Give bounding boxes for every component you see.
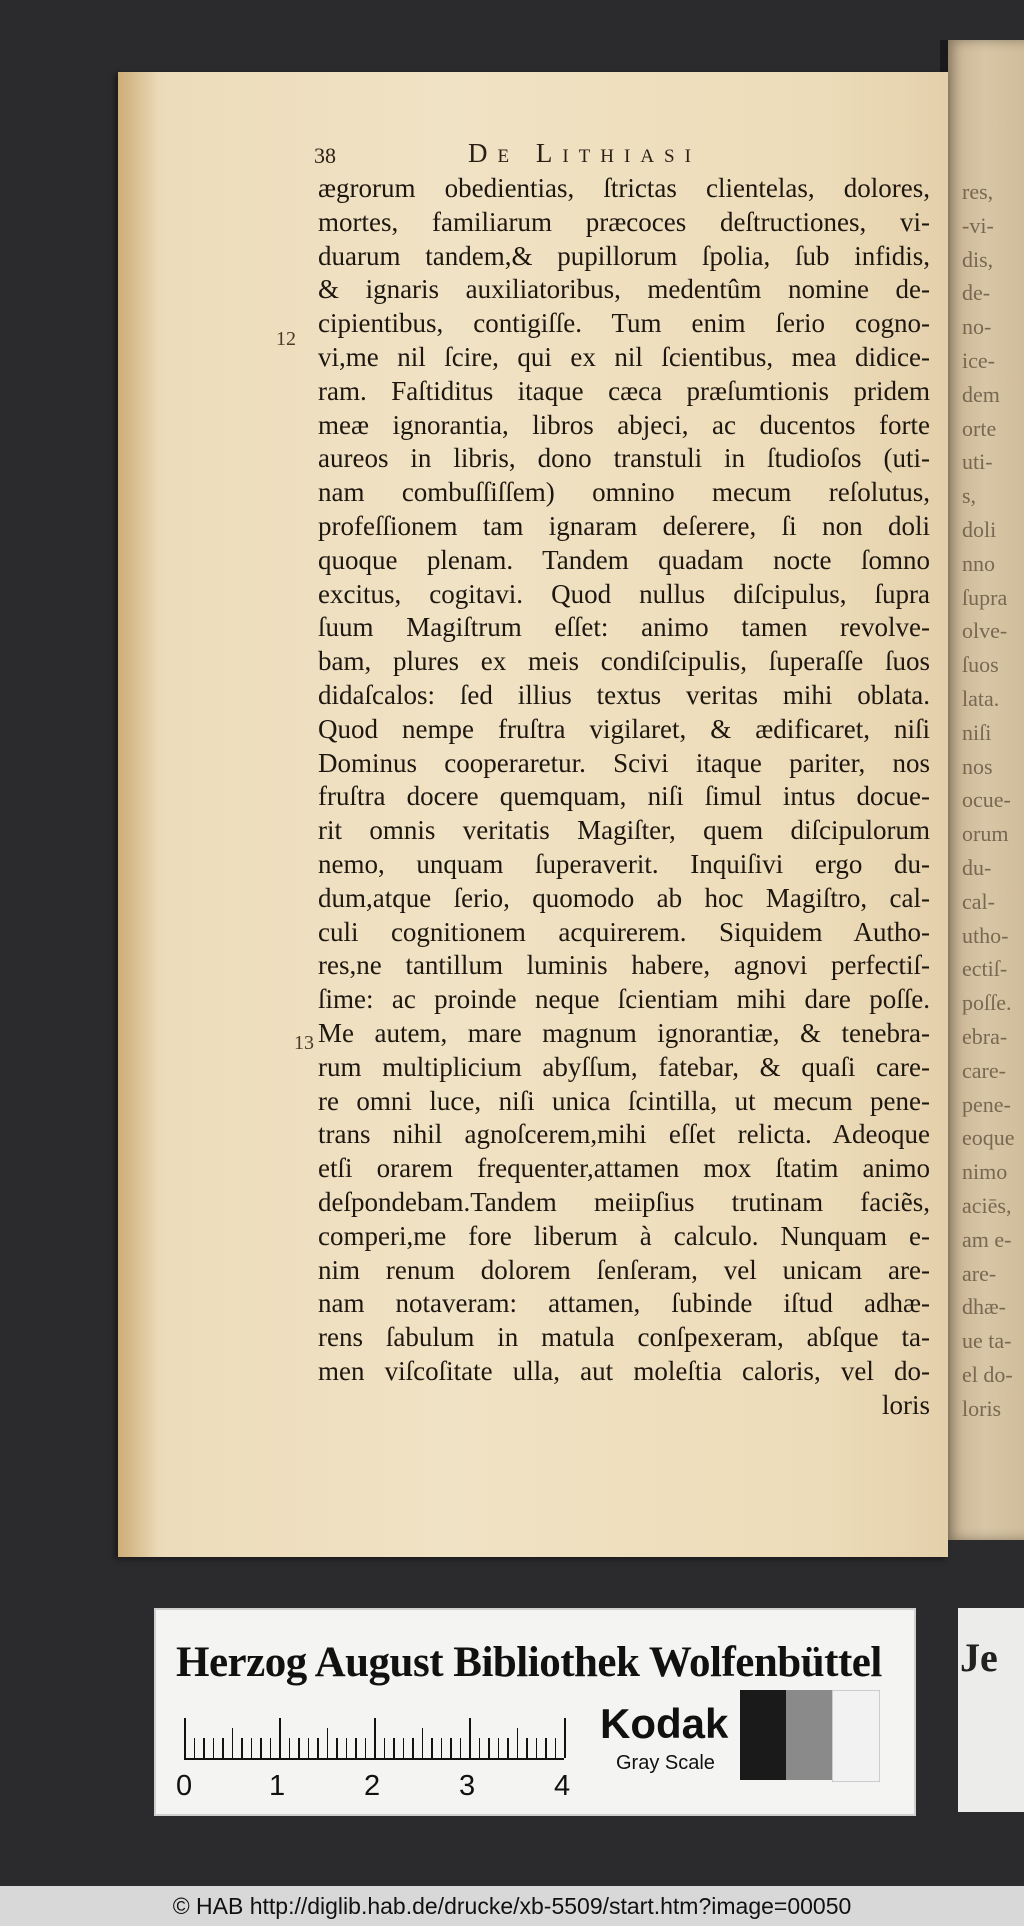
text-line: nam notaveram: attamen, ſubinde iſtud adhæ- [318, 1288, 930, 1319]
ruler-tick [289, 1738, 291, 1758]
facing-fragment: dis, [962, 246, 994, 272]
facing-fragment: olve- [962, 618, 1008, 644]
text-line: Me autem, mare magnum ignorantiæ, & tenebra- [318, 1017, 930, 1048]
ruler-tick [450, 1738, 452, 1758]
text-line: etſi orarem frequenter,attamen mox ſtatim animo [318, 1153, 930, 1184]
facing-fragment: de- [962, 280, 991, 306]
text-line: duarum tandem,& pupillorum ſpolia, ſub infidis, [318, 240, 930, 271]
ruler-number: 1 [269, 1770, 286, 1802]
facing-fragment: dhæ- [962, 1294, 1006, 1320]
facing-fragment: pene- [962, 1091, 1011, 1117]
ruler-tick [374, 1718, 376, 1758]
text-line: men viſcoſitate ulla, aut moleſtia caloris, vel do- [318, 1355, 930, 1386]
adjacent-card-text: Je [960, 1635, 998, 1680]
facing-fragment: ice- [962, 347, 995, 373]
ruler-tick [403, 1738, 405, 1758]
ruler-tick [545, 1738, 547, 1758]
facing-fragment: doli [962, 516, 997, 542]
facing-fragment: niſi [962, 719, 992, 745]
ruler-tick [336, 1738, 338, 1758]
ruler-tick [536, 1738, 538, 1758]
ruler-tick [479, 1738, 481, 1758]
facing-fragment: are- [962, 1260, 997, 1286]
text-line: mortes, familiarum præcoces deſtructiones, vi- [318, 206, 930, 237]
facing-fragment: ſupra [962, 584, 1008, 610]
facing-fragment: dem [962, 381, 1000, 407]
text-line: vi,me nil ſcire, qui ex nil ſcientibus, mea didice- [318, 341, 930, 372]
adjacent-card [958, 1608, 1024, 1812]
body-text [318, 172, 930, 1422]
text-line: quoque plenam. Tandem quadam nocte ſomno [318, 544, 930, 575]
text-line: aureos in libris, dono transtuli in ſtudioſos (uti- [318, 443, 930, 474]
text-line: nam combuſſiſſem) omnino mecum reſolutus, [318, 477, 930, 508]
ruler-number: 2 [364, 1770, 381, 1802]
facing-fragment: ue ta- [962, 1328, 1012, 1354]
ruler-tick [260, 1738, 262, 1758]
facing-fragment: utho- [962, 922, 1009, 948]
ruler-tick [213, 1738, 215, 1758]
footer-bar [0, 1886, 1024, 1926]
facing-fragment: aciēs, [962, 1192, 1012, 1218]
text-line: didaſcalos: ſed illius textus veritas mihi oblata. [318, 679, 930, 710]
ruler-tick [365, 1738, 367, 1758]
facing-fragment: nno [962, 550, 995, 576]
ruler-tick [422, 1728, 424, 1758]
swatch-black [740, 1690, 786, 1780]
text-line: re omni luce, niſi unica ſcintilla, ut mecum pene- [318, 1085, 930, 1116]
text-line: deſpondebam.Tandem meiipſius trutinam faciẽs, [318, 1186, 930, 1217]
color-calibration-card [154, 1608, 916, 1816]
ruler-tick [526, 1738, 528, 1758]
ruler-tick [469, 1718, 471, 1758]
ruler-tick [498, 1738, 500, 1758]
facing-page-text [962, 175, 1024, 1425]
facing-fragment: nos [962, 753, 993, 779]
margin-note: 13 [294, 1032, 314, 1054]
text-line: culi cognitionem acquirerem. Siquidem Autho- [318, 916, 930, 947]
ruler-tick [251, 1738, 253, 1758]
ruler-tick [327, 1728, 329, 1758]
catchword: loris [881, 1389, 930, 1420]
ruler-tick [441, 1738, 443, 1758]
ruler-tick [298, 1738, 300, 1758]
ruler-tick [194, 1738, 196, 1758]
text-line: excitus, cogitavi. Quod nullus diſcipulus, ſupra [318, 578, 930, 609]
ruler-tick [517, 1728, 519, 1758]
margin-note: 12 [276, 328, 296, 350]
text-line: cipientibus, contigiſſe. Tum enim ſerio cogno- [318, 308, 930, 339]
ruler-tick [270, 1738, 272, 1758]
ruler-tick [241, 1738, 243, 1758]
ruler-tick [355, 1738, 357, 1758]
ruler-tick [555, 1738, 557, 1758]
ruler-tick [184, 1718, 186, 1758]
text-line: & ignaris auxiliatoribus, medentûm nomine de- [318, 274, 930, 305]
ruler-number: 3 [459, 1770, 476, 1802]
text-line: nim renum dolorem ſenſeram, vel unicam are- [318, 1254, 930, 1285]
text-line: meæ ignorantia, libros abjeci, ac ducentos forte [318, 409, 930, 440]
page-number: 38 [314, 143, 336, 168]
text-line: bam, plures ex meis condiſcipulis, ſuperaſſe ſuos [318, 646, 930, 677]
ruler-tick [412, 1738, 414, 1758]
ruler-tick [488, 1738, 490, 1758]
ruler-tick [308, 1738, 310, 1758]
ruler-tick [203, 1738, 205, 1758]
kodak-logo: Kodak [600, 1700, 729, 1747]
text-line: nemo, unquam ſuperaverit. Inquiſivi ergo du- [318, 848, 930, 879]
facing-fragment: loris [962, 1395, 1002, 1421]
facing-fragment: ectiſ- [962, 956, 1008, 982]
ruler-tick [346, 1738, 348, 1758]
ruler-tick [431, 1738, 433, 1758]
swatch-white [832, 1690, 880, 1782]
facing-fragment: cal- [962, 888, 995, 914]
copyright-link[interactable]: © HAB http://diglib.hab.de/drucke/xb-5509/start.htm?image=00050 [172, 1893, 852, 1919]
facing-fragment: el do- [962, 1361, 1013, 1387]
facing-fragment: orum [962, 821, 1009, 847]
facing-fragment: am e- [962, 1226, 1012, 1252]
facing-fragment: du- [962, 854, 992, 880]
text-line: ram. Faſtiditus itaque cæca præſumtionis pridem [318, 375, 930, 406]
text-line: rit omnis veritatis Magiſter, quem diſcipulorum [318, 815, 930, 846]
text-line: ægrorum obedientias, ſtrictas clientelas, dolores, [318, 173, 930, 203]
facing-fragment: orte [962, 415, 997, 441]
ruler-tick [384, 1738, 386, 1758]
facing-fragment: nimo [962, 1159, 1008, 1185]
facing-fragment: res, [962, 179, 994, 204]
text-line: rum multiplicium abyſſum, fatebar, & quaſi care- [318, 1051, 930, 1082]
text-line: res,ne tantillum luminis habere, agnovi perfectiſ- [318, 950, 930, 981]
facing-fragment: eoque [962, 1125, 1015, 1151]
ruler-tick [393, 1738, 395, 1758]
ruler-number: 4 [554, 1770, 571, 1802]
text-line: dum,atque ſerio, quomodo ab hoc Magiſtro, cal- [318, 882, 930, 913]
text-line: Dominus cooperaretur. Scivi itaque pariter, nos [318, 747, 930, 778]
ruler-tick [460, 1738, 462, 1758]
ruler-tick [564, 1718, 566, 1758]
facing-fragment: care- [962, 1057, 1006, 1083]
ruler-tick [507, 1738, 509, 1758]
ruler-tick [232, 1728, 234, 1758]
facing-fragment: ocue- [962, 787, 1011, 813]
facing-fragment: ebra- [962, 1023, 1008, 1049]
text-line: profeſſionem tam ignaram deſerere, ſi non doli [318, 510, 930, 541]
page-stain [118, 72, 158, 1557]
facing-fragment: -vi- [962, 212, 994, 238]
text-line: ſime: ac proinde neque ſcientiam mihi dare poſſe. [318, 984, 930, 1015]
text-line: comperi,me fore liberum à calculo. Nunquam e- [318, 1220, 930, 1251]
facing-fragment: poſſe. [962, 990, 1012, 1016]
facing-fragment: no- [962, 314, 992, 340]
facing-fragment: ſuos [962, 652, 999, 678]
ruler-tick [222, 1738, 224, 1758]
ruler-tick [317, 1738, 319, 1758]
grayscale-label: Gray Scale [616, 1752, 715, 1774]
text-line: trans nihil agnoſcerem,mihi eſſet relicta. Adeoque [318, 1119, 930, 1150]
text-line: ſuum Magiſtrum eſſet: animo tamen revolve- [318, 612, 930, 643]
ruler-tick [279, 1718, 281, 1758]
facing-fragment: s, [962, 483, 977, 509]
running-title: De Lithiasi [468, 138, 701, 168]
text-line: rens ſabulum in matula conſpexeram, abſque ta- [318, 1322, 930, 1353]
swatch-gray [786, 1690, 832, 1780]
text-line: Quod nempe fruſtra vigilaret, & ædificaret, niſi [318, 713, 930, 744]
facing-fragment: lata. [962, 685, 1000, 711]
text-line: fruſtra docere quemquam, niſi ſimul intus docue- [318, 781, 930, 812]
card-title: Herzog August Bibliothek Wolfenbüttel [176, 1639, 882, 1686]
ruler-number: 0 [176, 1770, 193, 1802]
facing-fragment: uti- [962, 449, 993, 475]
ruler [184, 1718, 564, 1760]
